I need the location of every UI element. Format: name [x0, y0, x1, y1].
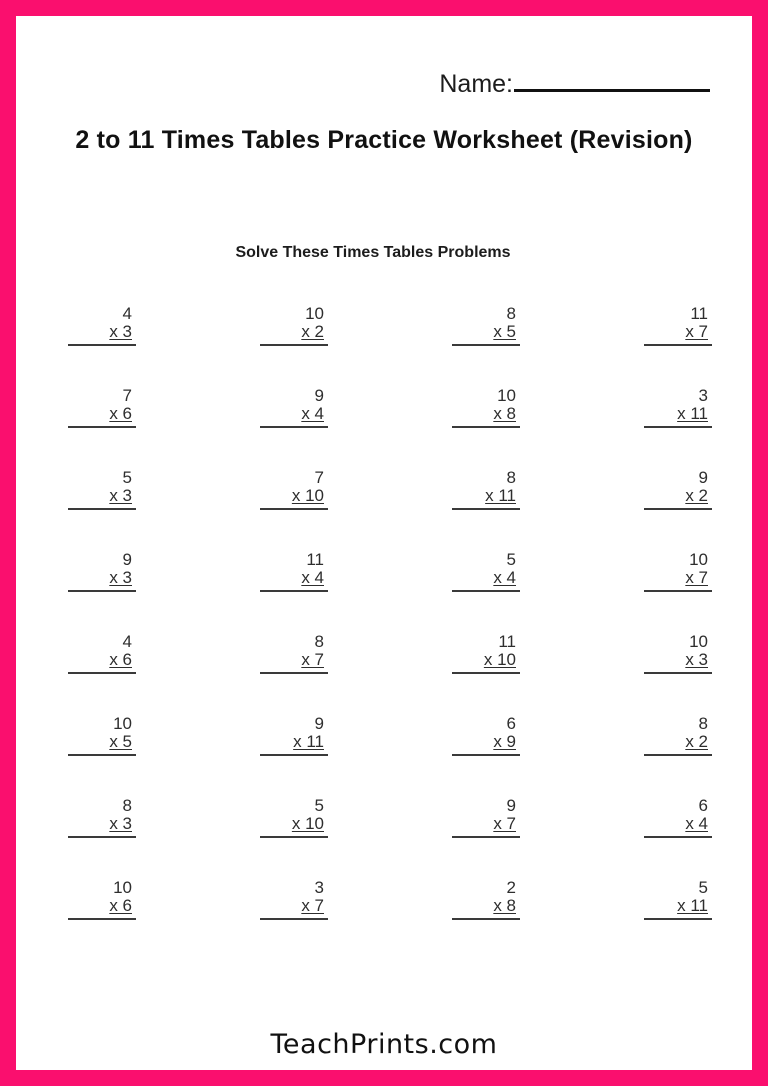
- multiplier: x 6: [109, 650, 132, 669]
- multiplier: x 6: [109, 896, 132, 915]
- multiplier: x 8: [493, 404, 516, 423]
- multiplier: x 2: [685, 732, 708, 751]
- multiplier: x 2: [301, 322, 324, 341]
- multiplicand: 7: [314, 468, 324, 487]
- multiplicand: 3: [314, 878, 324, 897]
- multiplier: x 7: [493, 814, 516, 833]
- multiplicand: 9: [314, 714, 324, 733]
- problem-cell: [452, 469, 520, 510]
- multiplicand: 8: [314, 632, 324, 651]
- problem-cell: [644, 551, 712, 592]
- multiplicand: 6: [506, 714, 516, 733]
- problem-cell: [644, 469, 712, 510]
- problem-cell: [452, 387, 520, 428]
- multiplicand: 8: [506, 304, 516, 323]
- multiplier: x 4: [301, 404, 324, 423]
- multiplier: x 10: [483, 650, 516, 669]
- multiplicand: 11: [498, 632, 516, 651]
- multiplier: x 5: [493, 322, 516, 341]
- problem-cell: [260, 387, 328, 428]
- multiplier: x 3: [109, 568, 132, 587]
- multiplier: x 4: [685, 814, 708, 833]
- multiplicand: 4: [122, 632, 132, 651]
- multiplier: x 4: [301, 568, 324, 587]
- multiplicand: 9: [698, 468, 708, 487]
- multiplier: x 7: [685, 568, 708, 587]
- multiplier: x 10: [291, 486, 324, 505]
- problem-cell: [260, 879, 328, 920]
- multiplicand: 3: [698, 386, 708, 405]
- name-label: Name:: [439, 70, 513, 98]
- multiplier: x 5: [109, 732, 132, 751]
- multiplicand: 10: [113, 714, 132, 733]
- name-row: [439, 62, 710, 99]
- brand-footer: TeachPrints.com: [270, 1029, 498, 1060]
- multiplicand: 6: [698, 796, 708, 815]
- multiplicand: 9: [122, 550, 132, 569]
- multiplier: x 3: [109, 322, 132, 341]
- name-blank-line: [514, 62, 710, 92]
- problem-cell: [260, 305, 328, 346]
- multiplicand: 4: [122, 304, 132, 323]
- multiplier: x 11: [485, 486, 516, 505]
- problem-cell: [68, 469, 136, 510]
- multiplier: x 9: [493, 732, 516, 751]
- instructions-subtitle: Solve These Times Tables Problems: [235, 244, 511, 261]
- problem-cell: [644, 305, 712, 346]
- problem-cell: [68, 633, 136, 674]
- multiplicand: 10: [305, 304, 324, 323]
- multiplicand: 10: [689, 550, 708, 569]
- multiplier: x 4: [493, 568, 516, 587]
- problem-cell: [452, 879, 520, 920]
- multiplier: x 7: [301, 650, 324, 669]
- multiplicand: 2: [506, 878, 516, 897]
- multiplicand: 5: [122, 468, 132, 487]
- multiplier: x 3: [109, 814, 132, 833]
- multiplier: x 7: [301, 896, 324, 915]
- multiplier: x 11: [293, 732, 324, 751]
- problem-cell: [452, 551, 520, 592]
- multiplicand: 10: [689, 632, 708, 651]
- problem-cell: [68, 551, 136, 592]
- multiplicand: 5: [314, 796, 324, 815]
- multiplicand: 11: [306, 550, 324, 569]
- problem-cell: [644, 387, 712, 428]
- problem-cell: [644, 715, 712, 756]
- multiplicand: 9: [506, 796, 516, 815]
- problem-cell: [452, 715, 520, 756]
- problem-cell: [260, 715, 328, 756]
- problem-cell: [260, 551, 328, 592]
- problem-cell: [260, 469, 328, 510]
- problem-cell: [260, 797, 328, 838]
- problem-cell: [68, 387, 136, 428]
- multiplier: x 10: [291, 814, 324, 833]
- multiplicand: 11: [690, 304, 708, 323]
- problem-cell: [452, 797, 520, 838]
- problem-cell: [68, 715, 136, 756]
- problem-cell: [68, 797, 136, 838]
- multiplier: x 11: [677, 896, 708, 915]
- multiplier: x 11: [677, 404, 708, 423]
- multiplier: x 3: [109, 486, 132, 505]
- multiplicand: 9: [314, 386, 324, 405]
- multiplicand: 5: [506, 550, 516, 569]
- multiplicand: 10: [497, 386, 516, 405]
- problem-cell: [68, 879, 136, 920]
- multiplicand: 8: [506, 468, 516, 487]
- multiplier: x 7: [685, 322, 708, 341]
- multiplicand: 10: [113, 878, 132, 897]
- problem-cell: [644, 879, 712, 920]
- problems-grid: [68, 305, 712, 920]
- multiplicand: 7: [122, 386, 132, 405]
- multiplier: x 6: [109, 404, 132, 423]
- multiplicand: 8: [122, 796, 132, 815]
- problem-cell: [260, 633, 328, 674]
- problem-cell: [644, 633, 712, 674]
- multiplicand: 8: [698, 714, 708, 733]
- multiplier: x 8: [493, 896, 516, 915]
- page-title: 2 to 11 Times Tables Practice Worksheet (Revision): [75, 126, 693, 154]
- problem-cell: [644, 797, 712, 838]
- problem-cell: [68, 305, 136, 346]
- multiplier: x 2: [685, 486, 708, 505]
- multiplicand: 5: [698, 878, 708, 897]
- problem-cell: [452, 305, 520, 346]
- problem-cell: [452, 633, 520, 674]
- multiplier: x 3: [685, 650, 708, 669]
